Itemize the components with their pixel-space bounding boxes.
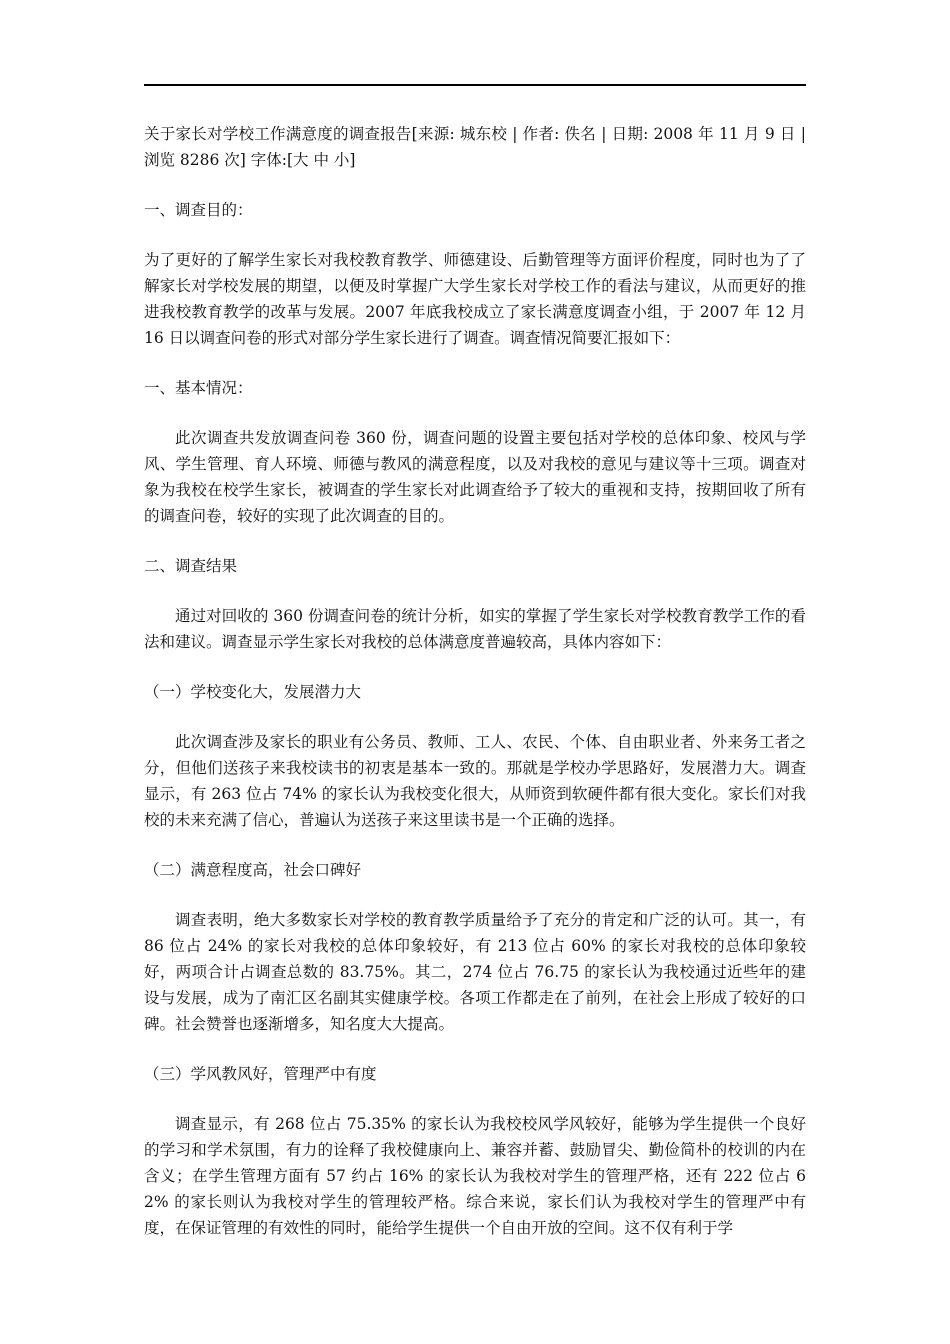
paragraph-subsection-3: 调查显示，有 268 位占 75.35% 的家长认为我校校风学风较好，能够为学生提供一个良好的学习和学术氛围，有力的诠释了我校健康向上、兼容并蓄、鼓励冒尖、勤俭简朴的校训的内在含义；在学生管理方面有 57 约占 16% 的家长认为我校对学生的管理严格，还有 222 位占 62% 的家长则认为我校对学生的管理较严格。综合来说，家长们认为我校对学生的管理严中有度，在保证管理的有效性的同时，能给学生提供一个自由开放的空间。这不仅有利于学 <box>144 1115 806 1237</box>
header-rule <box>144 84 806 86</box>
subsection-heading-1: （一）学校变化大，发展潜力大 <box>144 683 362 701</box>
section-heading-purpose: 一、调查目的： <box>144 201 253 219</box>
paragraph-subsection-2: 调查表明，绝大多数家长对学校的教育教学质量给予了充分的肯定和广泛的认可。其一，有 86 位占 24% 的家长对我校的总体印象较好，有 213 位占 60% 的家长对我校的总体印象较好，两项合计占调查总数的 83.75%。其二，274 位占 76.75 的家长认为我校通过近些年的建设与发展，成为了南汇区名副其实健康学校。各项工作都走在了前列，在社会上形成了较好的口碑。社会赞誉也逐渐增多，知名度大大提高。 <box>144 911 806 1033</box>
subsection-heading-3: （三）学风教风好，管理严中有度 <box>144 1065 377 1083</box>
paragraph-basic-situation: 此次调查共发放调查问卷 360 份，调查问题的设置主要包括对学校的总体印象、校风与学风、学生管理、育人环境、师德与教风的满意程度，以及对我校的意见与建议等十三项。调查对象为我校在校学生家长，被调查的学生家长对此调查给予了较大的重视和支持，按期回收了所有的调查问卷，较好的实现了此次调查的目的。 <box>144 429 806 525</box>
section-heading-basic-situation: 一、基本情况： <box>144 379 253 397</box>
document-body <box>144 121 806 1265</box>
section-heading-results: 二、调查结果 <box>144 557 238 575</box>
paragraph-subsection-1: 此次调查涉及家长的职业有公务员、教师、工人、农民、个体、自由职业者、外来务工者之分，但他们送孩子来我校读书的初衷是基本一致的。那就是学校办学思路好，发展潜力大。调查显示，有 263 位占 74% 的家长认为我校变化很大，从师资到软硬件都有很大变化。家长们对我校的未来充满了信心，普遍认为送孩子来这里读书是一个正确的选择。 <box>144 733 806 829</box>
report-title-line: 关于家长对学校工作满意度的调查报告[来源: 城东校 | 作者: 佚名 | 日期: 2008 年 11 月 9 日 | 浏览 8286 次] 字体:[大 中 小] <box>144 125 806 169</box>
paragraph-purpose: 为了更好的了解学生家长对我校教育教学、师德建设、后勤管理等方面评价程度，同时也为了了解家长对学校发展的期望，以便及时掌握广大学生家长对学校工作的看法与建议，从而更好的推进我校教育教学的改革与发展。2007 年底我校成立了家长满意度调查小组，于 2007 年 12 月 16 日以调查问卷的形式对部分学生家长进行了调查。调查情况简要汇报如下： <box>144 251 806 347</box>
subsection-heading-2: （二）满意程度高，社会口碑好 <box>144 861 362 879</box>
paragraph-results: 通过对回收的 360 份调查问卷的统计分析，如实的掌握了学生家长对学校教育教学工作的看法和建议。调查显示学生家长对我校的总体满意度普遍较高，具体内容如下： <box>144 607 806 651</box>
